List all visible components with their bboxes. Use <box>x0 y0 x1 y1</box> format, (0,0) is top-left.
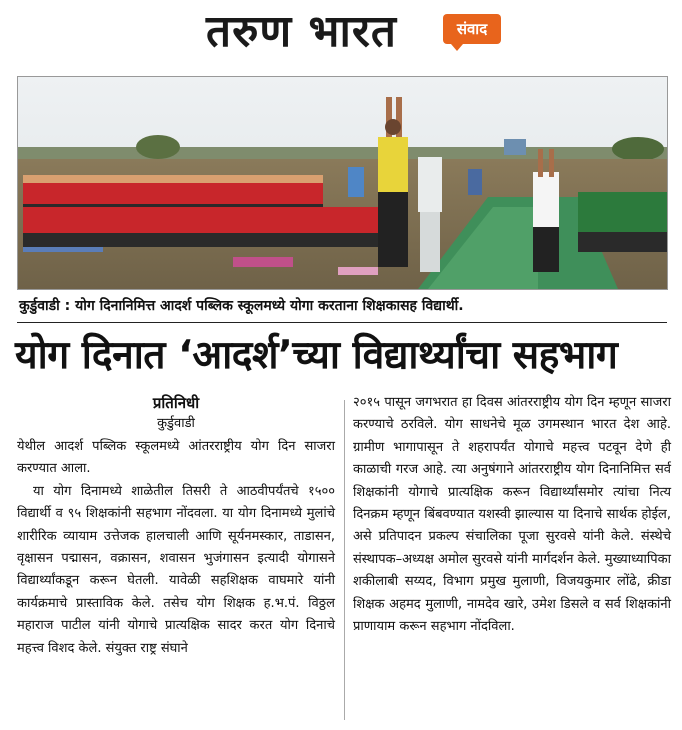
article-paragraph: या योग दिनामध्ये शाळेतील तिसरी ते आठवीपर्यंतचे १५०० विद्यार्थी व ९५ शिक्षकांनी सहभाग नोंदवला. या योग दिनामध्ये मुलांचे शारीरिक व्यायाम उत्तेजक हालचाली आणि सूर्यनमस्कार, ताडासन, वृक्षासन पद्मासन, वक्रासन, शवासन भुजंगासन इत्यादी योगासने विद्यार्थ्यांकडून करून घेतली. यावेळी सहशिक्षक वाघमारे यांनी कार्यक्रमाचे प्रास्ताविक केले. तसेच योग शिक्षक ह.भ.पं. विठ्ठल महाराज पाटील यांनी योगाचे प्रात्यक्षिक सादर करत योग दिनाचे महत्त्व विशद केले. संयुक्त राष्ट्र संघाने <box>17 483 335 656</box>
yoga-day-photo <box>17 76 668 290</box>
article-headline: योग दिनात ‘आदर्श’च्या विद्यार्थ्यांचा सहभाग <box>15 333 618 378</box>
dateline-place: कुर्डुवाडी <box>157 416 195 431</box>
article-column-left <box>17 392 335 660</box>
photo-caption: कुर्डुवाडी : योग दिनानिमित्त आदर्श पब्लिक स्कूलमध्ये योगा करताना शिक्षकासह विद्यार्थी. <box>19 298 464 314</box>
photo-illustration <box>18 77 667 289</box>
article-column-right <box>353 392 671 638</box>
column-divider <box>344 400 345 720</box>
divider <box>17 322 667 323</box>
newspaper-badge: संवाद <box>443 14 501 44</box>
article-paragraph: २०१५ पासून जगभरात हा दिवस आंतरराष्ट्रीय योग दिन म्हणून साजरा करण्याचे ठरविले. योग साधनेचे मूळ उगमस्थान भारत देश आहे. ग्रामीण भागापासून ते शहरापर्यंत योगाचे महत्त्व पटवून देणे ही काळाची गरज आहे. त्या अनुषंगाने आंतरराष्ट्रीय योग दिनानिमित्त सर्व शिक्षकांनी योगाचे प्रात्यक्षिक करून विद्यार्थ्यांसमोर त्यांचा नित्य दिनक्रम म्हणून बिंबवण्यात यशस्वी झाल्यास या दिनाचे सार्थक होईल, असे प्रतिपादन प्रकल्प संचालिका पूजा सुरवसे यांनी केले. संस्थेचे संस्थापक–अध्यक्ष अमोल सुरवसे यांनी मार्गदर्शन केले. मुख्याध्यापिका शकीलाबी सय्यद, विभाग प्रमुख मुलाणी, विजयकुमार लोंढे, क्रीडा शिक्षक अहमद मुलाणी, नामदेव खारे, उमेश डिसले व सर्व शिक्षकांनी प्राणायाम करून सहभाग नोंदविला. <box>353 395 671 635</box>
masthead <box>0 0 682 66</box>
article-paragraph: येथील आदर्श पब्लिक स्कूलमध्ये आंतरराष्ट्रीय योग दिन साजरा करण्यात आला. <box>17 439 335 477</box>
byline: प्रतिनिधी <box>152 394 200 412</box>
newspaper-title: तरुण भारत <box>206 6 397 57</box>
